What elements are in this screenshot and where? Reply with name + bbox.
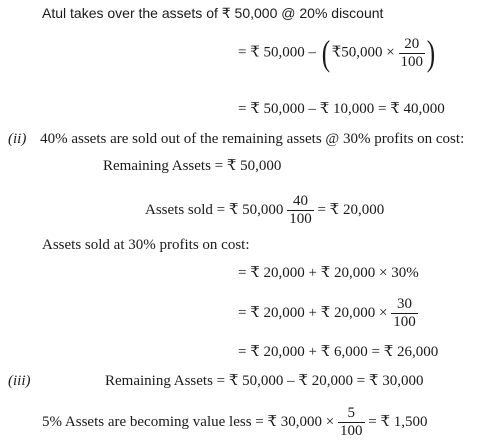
profit-calc-line-1: = ₹ 20,000 + ₹ 20,000 × 30% bbox=[238, 265, 419, 281]
assets-sold-fraction bbox=[287, 193, 314, 228]
left-paren: ( bbox=[321, 33, 330, 73]
assets-sold-line bbox=[145, 193, 384, 228]
fraction-numerator: 5 bbox=[338, 405, 365, 423]
discount-fraction bbox=[399, 36, 426, 71]
discount-calc-inner: ₹50,000 × bbox=[331, 44, 395, 61]
assets-sold-result: = ₹ 20,000 bbox=[317, 201, 385, 218]
profit-fraction bbox=[391, 296, 418, 331]
profit-result-line: = ₹ 20,000 + ₹ 6,000 = ₹ 26,000 bbox=[238, 344, 439, 360]
part-ii-line bbox=[8, 130, 464, 148]
profit-calc-line-2 bbox=[238, 296, 418, 331]
part-iii-line bbox=[8, 372, 424, 390]
right-paren: ) bbox=[426, 33, 436, 73]
value-less-fraction bbox=[338, 405, 365, 440]
part-ii-text: 40% assets are sold out of the remaining assets @ 30% profits on cost: bbox=[40, 131, 465, 147]
fraction-denominator: 100 bbox=[340, 423, 363, 439]
intro-line: Atul takes over the assets of ₹ 50,000 @ 20% discount bbox=[42, 5, 384, 21]
discount-result-line: = ₹ 50,000 – ₹ 10,000 = ₹ 40,000 bbox=[238, 101, 445, 117]
assets-sold-profit-heading: Assets sold at 30% profits on cost: bbox=[42, 237, 250, 253]
fraction-denominator: 100 bbox=[393, 314, 416, 330]
fraction-numerator: 40 bbox=[287, 193, 314, 211]
discount-calc-lhs: = ₹ 50,000 – bbox=[238, 44, 317, 61]
remaining-assets-line: Remaining Assets = ₹ 50,000 bbox=[103, 158, 282, 174]
discount-calc-line bbox=[238, 35, 437, 71]
assets-sold-lhs: Assets sold = ₹ 50,000 bbox=[145, 201, 284, 218]
value-less-line bbox=[42, 405, 428, 440]
value-less-result: = ₹ 1,500 bbox=[368, 413, 428, 430]
profit-calc-lhs: = ₹ 20,000 + ₹ 20,000 × bbox=[238, 304, 388, 321]
value-less-lhs: 5% Assets are becoming value less = ₹ 30,000 × bbox=[42, 413, 335, 430]
part-iii-label: (iii) bbox=[8, 373, 31, 389]
fraction-numerator: 30 bbox=[391, 296, 418, 314]
fraction-denominator: 100 bbox=[400, 53, 424, 70]
part-ii-label: (ii) bbox=[8, 131, 27, 147]
fraction-denominator: 100 bbox=[289, 211, 312, 227]
part-iii-text: Remaining Assets = ₹ 50,000 – ₹ 20,000 = ₹ 30,000 bbox=[105, 373, 424, 389]
fraction-numerator: 20 bbox=[399, 36, 426, 54]
